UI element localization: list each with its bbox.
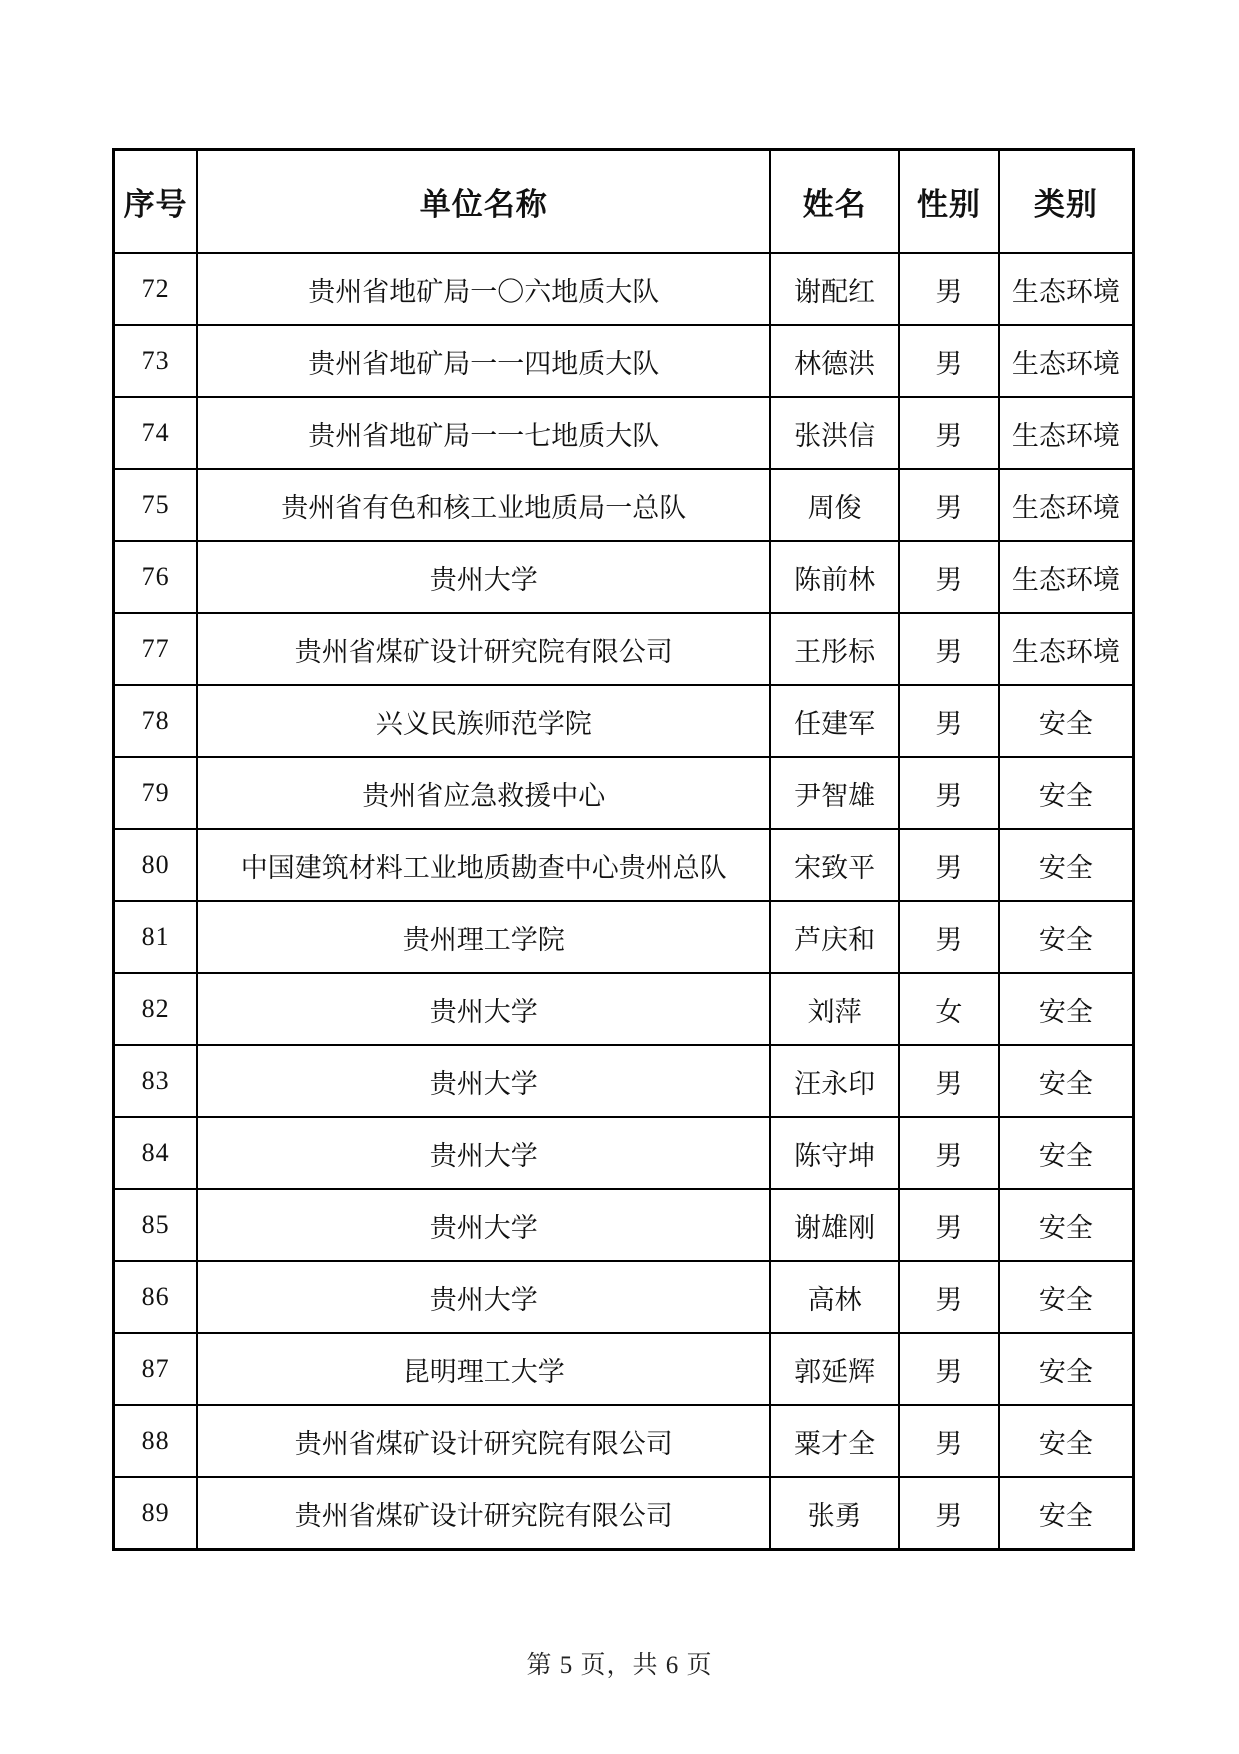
cell-serial-number: 88 xyxy=(114,1405,198,1477)
cell-gender: 男 xyxy=(899,685,999,757)
cell-category: 安全 xyxy=(999,1261,1134,1333)
header-name: 姓名 xyxy=(770,150,899,254)
cell-gender: 男 xyxy=(899,829,999,901)
cell-person-name: 刘萍 xyxy=(770,973,899,1045)
cell-unit-name: 贵州省煤矿设计研究院有限公司 xyxy=(197,613,770,685)
cell-category: 安全 xyxy=(999,1405,1134,1477)
cell-person-name: 陈守坤 xyxy=(770,1117,899,1189)
cell-category: 生态环境 xyxy=(999,397,1134,469)
cell-serial-number: 77 xyxy=(114,613,198,685)
table-row xyxy=(114,1405,1134,1477)
table-row xyxy=(114,1117,1134,1189)
cell-gender: 男 xyxy=(899,541,999,613)
cell-serial-number: 79 xyxy=(114,757,198,829)
cell-gender: 男 xyxy=(899,1261,999,1333)
cell-serial-number: 73 xyxy=(114,325,198,397)
cell-person-name: 尹智雄 xyxy=(770,757,899,829)
cell-serial-number: 87 xyxy=(114,1333,198,1405)
roster-table xyxy=(112,148,1135,1551)
cell-gender: 男 xyxy=(899,757,999,829)
table-row xyxy=(114,901,1134,973)
cell-person-name: 周俊 xyxy=(770,469,899,541)
table-row xyxy=(114,1261,1134,1333)
cell-unit-name: 贵州大学 xyxy=(197,1261,770,1333)
cell-gender: 男 xyxy=(899,1477,999,1550)
cell-category: 安全 xyxy=(999,829,1134,901)
table-row xyxy=(114,685,1134,757)
cell-person-name: 汪永印 xyxy=(770,1045,899,1117)
cell-category: 安全 xyxy=(999,973,1134,1045)
cell-serial-number: 83 xyxy=(114,1045,198,1117)
cell-serial-number: 75 xyxy=(114,469,198,541)
header-gender: 性别 xyxy=(899,150,999,254)
cell-category: 安全 xyxy=(999,1477,1134,1550)
header-category: 类别 xyxy=(999,150,1134,254)
cell-unit-name: 贵州省地矿局一一四地质大队 xyxy=(197,325,770,397)
cell-category: 生态环境 xyxy=(999,253,1134,325)
cell-serial-number: 89 xyxy=(114,1477,198,1550)
cell-category: 生态环境 xyxy=(999,613,1134,685)
table-row xyxy=(114,253,1134,325)
cell-unit-name: 贵州大学 xyxy=(197,1117,770,1189)
cell-unit-name: 贵州大学 xyxy=(197,541,770,613)
cell-person-name: 任建军 xyxy=(770,685,899,757)
cell-gender: 男 xyxy=(899,253,999,325)
cell-unit-name: 贵州大学 xyxy=(197,1189,770,1261)
cell-person-name: 谢配红 xyxy=(770,253,899,325)
cell-serial-number: 74 xyxy=(114,397,198,469)
cell-person-name: 郭延辉 xyxy=(770,1333,899,1405)
table-row xyxy=(114,829,1134,901)
cell-person-name: 张洪信 xyxy=(770,397,899,469)
cell-person-name: 林德洪 xyxy=(770,325,899,397)
cell-gender: 男 xyxy=(899,397,999,469)
cell-person-name: 王彤标 xyxy=(770,613,899,685)
cell-person-name: 粟才全 xyxy=(770,1405,899,1477)
cell-unit-name: 贵州省地矿局一一七地质大队 xyxy=(197,397,770,469)
cell-gender: 男 xyxy=(899,1189,999,1261)
table-row xyxy=(114,757,1134,829)
cell-serial-number: 78 xyxy=(114,685,198,757)
header-row xyxy=(114,150,1134,254)
table-row xyxy=(114,1477,1134,1550)
cell-category: 安全 xyxy=(999,1189,1134,1261)
table-row xyxy=(114,325,1134,397)
cell-unit-name: 昆明理工大学 xyxy=(197,1333,770,1405)
cell-category: 安全 xyxy=(999,901,1134,973)
table-row xyxy=(114,541,1134,613)
cell-unit-name: 贵州省煤矿设计研究院有限公司 xyxy=(197,1477,770,1550)
cell-gender: 男 xyxy=(899,325,999,397)
cell-category: 生态环境 xyxy=(999,469,1134,541)
cell-unit-name: 贵州大学 xyxy=(197,1045,770,1117)
cell-unit-name: 贵州省煤矿设计研究院有限公司 xyxy=(197,1405,770,1477)
table-row xyxy=(114,613,1134,685)
page-number-footer: 第 5 页，共 6 页 xyxy=(526,1652,713,1679)
cell-serial-number: 72 xyxy=(114,253,198,325)
table-header xyxy=(114,150,1134,254)
cell-serial-number: 76 xyxy=(114,541,198,613)
cell-person-name: 陈前林 xyxy=(770,541,899,613)
header-unit: 单位名称 xyxy=(197,150,770,254)
cell-category: 安全 xyxy=(999,1045,1134,1117)
cell-unit-name: 贵州省有色和核工业地质局一总队 xyxy=(197,469,770,541)
table-row xyxy=(114,469,1134,541)
header-no: 序号 xyxy=(114,150,198,254)
cell-person-name: 谢雄刚 xyxy=(770,1189,899,1261)
cell-gender: 男 xyxy=(899,1117,999,1189)
cell-category: 安全 xyxy=(999,685,1134,757)
table-row xyxy=(114,1189,1134,1261)
cell-category: 安全 xyxy=(999,757,1134,829)
table-row xyxy=(114,1333,1134,1405)
cell-person-name: 芦庆和 xyxy=(770,901,899,973)
cell-serial-number: 86 xyxy=(114,1261,198,1333)
cell-serial-number: 81 xyxy=(114,901,198,973)
cell-serial-number: 80 xyxy=(114,829,198,901)
cell-category: 安全 xyxy=(999,1117,1134,1189)
cell-category: 安全 xyxy=(999,1333,1134,1405)
cell-unit-name: 贵州省地矿局一〇六地质大队 xyxy=(197,253,770,325)
cell-gender: 男 xyxy=(899,901,999,973)
cell-unit-name: 兴义民族师范学院 xyxy=(197,685,770,757)
cell-unit-name: 贵州省应急救援中心 xyxy=(197,757,770,829)
cell-gender: 男 xyxy=(899,613,999,685)
table-row xyxy=(114,973,1134,1045)
cell-serial-number: 84 xyxy=(114,1117,198,1189)
cell-category: 生态环境 xyxy=(999,541,1134,613)
cell-gender: 男 xyxy=(899,1333,999,1405)
table-body xyxy=(114,253,1134,1550)
table-row xyxy=(114,397,1134,469)
cell-person-name: 宋致平 xyxy=(770,829,899,901)
cell-unit-name: 贵州大学 xyxy=(197,973,770,1045)
cell-gender: 男 xyxy=(899,1045,999,1117)
cell-gender: 女 xyxy=(899,973,999,1045)
cell-unit-name: 贵州理工学院 xyxy=(197,901,770,973)
cell-category: 生态环境 xyxy=(999,325,1134,397)
cell-serial-number: 85 xyxy=(114,1189,198,1261)
table-row xyxy=(114,1045,1134,1117)
cell-person-name: 张勇 xyxy=(770,1477,899,1550)
cell-serial-number: 82 xyxy=(114,973,198,1045)
cell-person-name: 高林 xyxy=(770,1261,899,1333)
cell-gender: 男 xyxy=(899,1405,999,1477)
cell-unit-name: 中国建筑材料工业地质勘查中心贵州总队 xyxy=(197,829,770,901)
cell-gender: 男 xyxy=(899,469,999,541)
